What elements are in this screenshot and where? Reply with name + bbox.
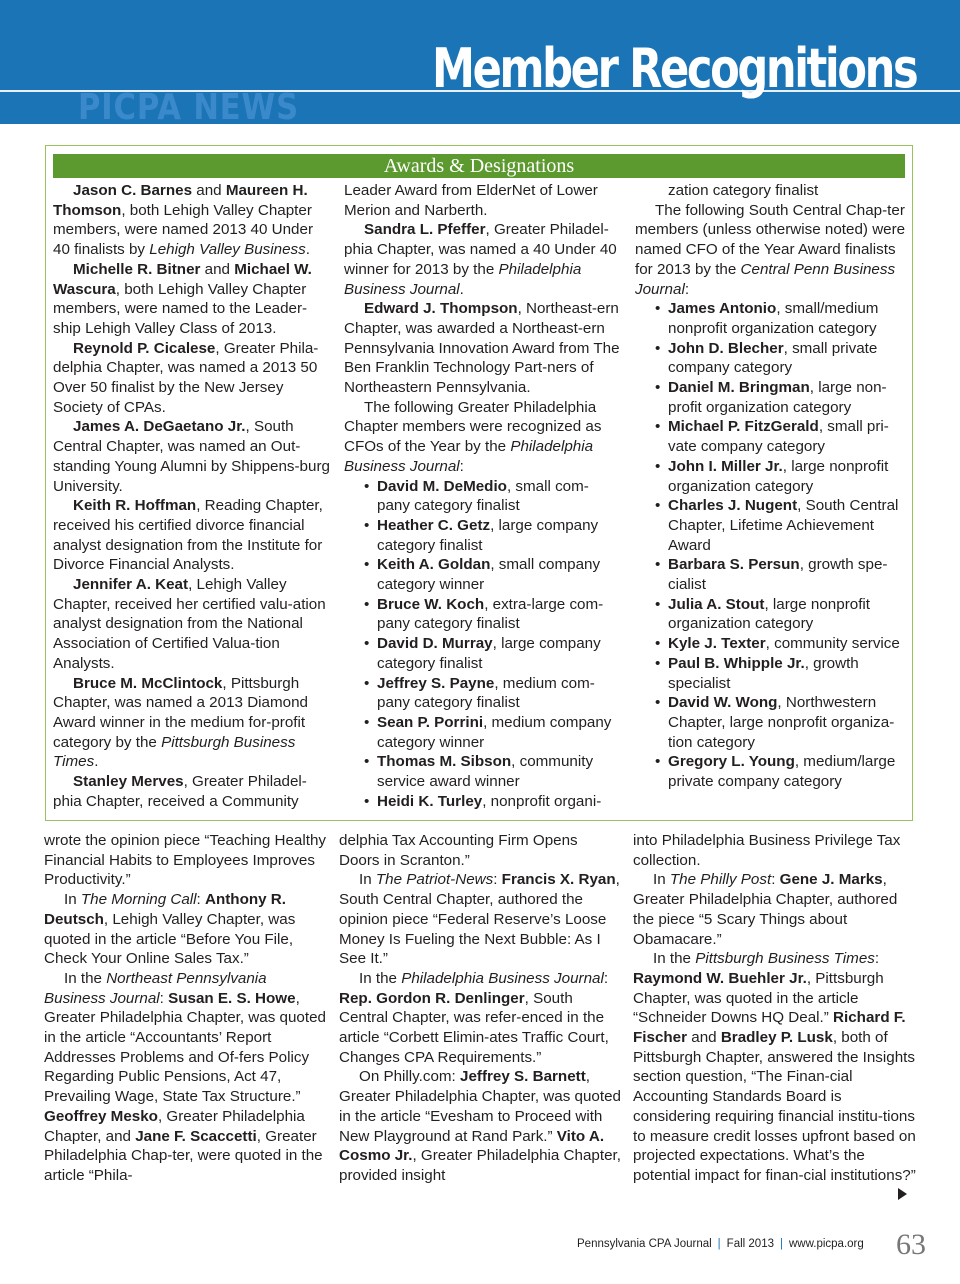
paragraph: zation category finalist — [668, 182, 819, 199]
paragraph: Jennifer A. Keat, Lehigh Valley Chapter, received her certified valu-ation analyst designation from the National Association of Certified Valua-tion Analysts. — [53, 576, 326, 672]
awards-column-3 — [635, 181, 907, 792]
paragraph: Wascura, both Lehigh Valley Chapter members, were named to the Leader-ship Lehigh Valley Class of 2013. — [53, 280, 308, 337]
paragraph: Stanley Merves, Greater Philadel-phia Chapter, received a Community — [53, 773, 307, 810]
cfo-philadelphia-list — [344, 477, 620, 812]
paragraph: Jason C. Barnes and Maureen H. — [73, 182, 308, 199]
list-item: • Thomas M. Sibson, community service award winner — [344, 752, 620, 791]
paragraph: In The Morning Call: Anthony R. Deutsch, Lehigh Valley Chapter, was quoted in the article “Before You File, Check Your Online Sales Tax.” — [44, 891, 296, 968]
paragraph: delphia Tax Accounting Firm Opens Doors in Scranton.” — [339, 832, 578, 869]
continue-arrow-icon — [898, 1188, 907, 1200]
paragraph: In The Patriot-News: Francis X. Ryan, South Central Chapter, authored the opinion piece “Federal Reserve’s Loose Money Is Fueling the Next Bubble: As I See It.” — [339, 871, 620, 968]
list-item: • John I. Miller Jr., large nonprofit organization category — [635, 457, 907, 496]
paragraph: wrote the opinion piece “Teaching Healthy Financial Habits to Employees Improves Productivity.” — [44, 832, 326, 889]
list-item: • Heidi K. Turley, nonprofit organi- — [344, 792, 620, 812]
awards-column-1 — [53, 181, 331, 812]
paragraph: Edward J. Thompson, Northeast-ern Chapter, was awarded a Northeast-ern Pennsylvania Innovation Award from The Ben Franklin Technology Part-ners of Northeastern Pennsylvania. — [344, 300, 620, 397]
footer-divider: | — [779, 1238, 783, 1250]
list-item: • Michael P. FitzGerald, small pri-vate company category — [635, 417, 907, 456]
footer-issue: Fall 2013 — [726, 1238, 774, 1250]
footer-divider: | — [717, 1238, 721, 1250]
list-item: • Charles J. Nugent, South Central Chapter, Lifetime Achievement Award — [635, 496, 907, 555]
header-banner — [0, 0, 960, 128]
page-title: Member Recognitions — [431, 37, 916, 100]
list-item: • Sean P. Porrini, medium company category winner — [344, 713, 620, 752]
paragraph: The following Greater Philadelphia Chapter members were recognized as CFOs of the Year by the Philadelphia Business Journal: — [344, 398, 602, 475]
footer-journal: Pennsylvania CPA Journal — [577, 1238, 712, 1250]
paragraph: In the Pittsburgh Business Times: Raymond W. Buehler Jr., Pittsburgh Chapter, was quoted in the article “Schneider Downs HQ Deal.” Richard F. Fischer and Bradley P. Lusk, both of Pittsburgh Chapter, answered the Insights section question, “The Finan-cial Accounting Standards Board is considering requiring financial institu-tions to measure credit losses upfront based on projected expectations. What’s the potential impact for finan-cial institutions?” — [633, 950, 916, 1184]
paragraph: In the Philadelphia Business Journal: Rep. Gordon R. Denlinger, South Central Chapter, was refer-enced in the article “Corbett Elimin-ates Traffic Court, Changes CPA Requirements.” — [339, 969, 609, 1066]
awards-heading: Awards & Designations — [53, 154, 905, 178]
paragraph: Reynold P. Cicalese, Greater Phila-delphia Chapter, was named a 2013 50 Over 50 finalist by the New Jersey Society of CPAs. — [53, 339, 319, 416]
paragraph: In The Philly Post: Gene J. Marks, Greater Philadelphia Chapter, authored the piece “5 Scary Things about Obamacare.” — [633, 871, 898, 948]
paragraph: Leader Award from ElderNet of Lower Merion and Narberth. — [344, 182, 598, 219]
list-item: • David M. DeMedio, small com-pany category finalist — [344, 477, 620, 516]
paragraph: The following South Central Chap-ter members (unless otherwise noted) were named CFO of the Year Award finalists for 2013 by the Central Penn Business Journal: — [635, 201, 906, 298]
paragraph: In the Northeast Pennsylvania Business Journal: Susan E. S. Howe, Greater Philadelphia Chapter, was quoted in the article “Accountants’ Report Addresses Problems and Of-fers Policy Regarding Public Pensions, Act 47, Prevailing Wage, State Tax Structure.” Geoffrey Mesko, Greater Philadelphia Chapter, and Jane F. Scaccetti, Greater Philadelphia Chap-ter, were quoted in the article “Phila- — [44, 969, 326, 1184]
list-item: • Keith A. Goldan, small company category winner — [344, 555, 620, 594]
list-item: • Jeffrey S. Payne, medium com-pany category finalist — [344, 674, 620, 713]
section-label: PICPA NEWS — [78, 87, 300, 128]
paragraph: Thomson, both Lehigh Valley Chapter members, were named 2013 40 Under 40 finalists by Lehigh Valley Business. — [53, 201, 314, 259]
list-item: • David W. Wong, Northwestern Chapter, large nonprofit organiza-tion category — [635, 693, 907, 752]
paragraph: Michelle R. Bitner and Michael W. — [73, 260, 312, 278]
cfo-central-penn-list — [635, 299, 907, 792]
footer — [577, 1238, 864, 1250]
media-column-1 — [44, 831, 326, 1186]
paragraph: into Philadelphia Business Privilege Tax collection. — [633, 832, 901, 869]
awards-column-2 — [344, 181, 620, 812]
list-item: • Julia A. Stout, large nonprofit organization category — [635, 595, 907, 634]
list-item: • Heather C. Getz, large company category finalist — [344, 516, 620, 555]
list-item: • Gregory L. Young, medium/large private company category — [635, 752, 907, 791]
paragraph: Bruce M. McClintock, Pittsburgh Chapter, was named a 2013 Diamond Award winner in the medium for-profit category by the Pittsburgh Business Times. — [53, 674, 308, 771]
media-column-3 — [633, 831, 917, 1186]
paragraph: On Philly.com: Jeffrey S. Barnett, Greater Philadelphia Chapter, was quoted in the article “Evesham to Proceed with New Playground at Rand Park.” Vito A. Cosmo Jr., Greater Philadelphia Chapter, provided insight — [339, 1068, 621, 1184]
list-item: • Paul B. Whipple Jr., growth specialist — [635, 654, 907, 693]
paragraph: Keith R. Hoffman, Reading Chapter, received his certified divorce financial analyst designation from the Institute for Divorce Financial Analysts. — [53, 497, 323, 574]
list-item: • John D. Blecher, small private company category — [635, 339, 907, 378]
list-item: • Daniel M. Bringman, large non-profit organization category — [635, 378, 907, 417]
page-number: 63 — [896, 1228, 926, 1261]
list-item: • David D. Murray, large company category finalist — [344, 634, 620, 673]
list-item: • Barbara S. Persun, growth spe-cialist — [635, 555, 907, 594]
list-item: • Bruce W. Koch, extra-large com-pany category finalist — [344, 595, 620, 634]
paragraph: Sandra L. Pfeffer, Greater Philadel-phia Chapter, was named a 40 Under 40 winner for 2013 by the Philadelphia Business Journal. — [344, 221, 617, 298]
list-item: • Kyle J. Texter, community service — [635, 634, 907, 654]
list-item: • James Antonio, small/medium nonprofit organization category — [635, 299, 907, 338]
media-column-2 — [339, 831, 621, 1186]
paragraph: James A. DeGaetano Jr., South Central Chapter, was named an Out-standing Young Alumni by Shippens-burg University. — [53, 418, 330, 495]
footer-site: www.picpa.org — [788, 1238, 864, 1250]
